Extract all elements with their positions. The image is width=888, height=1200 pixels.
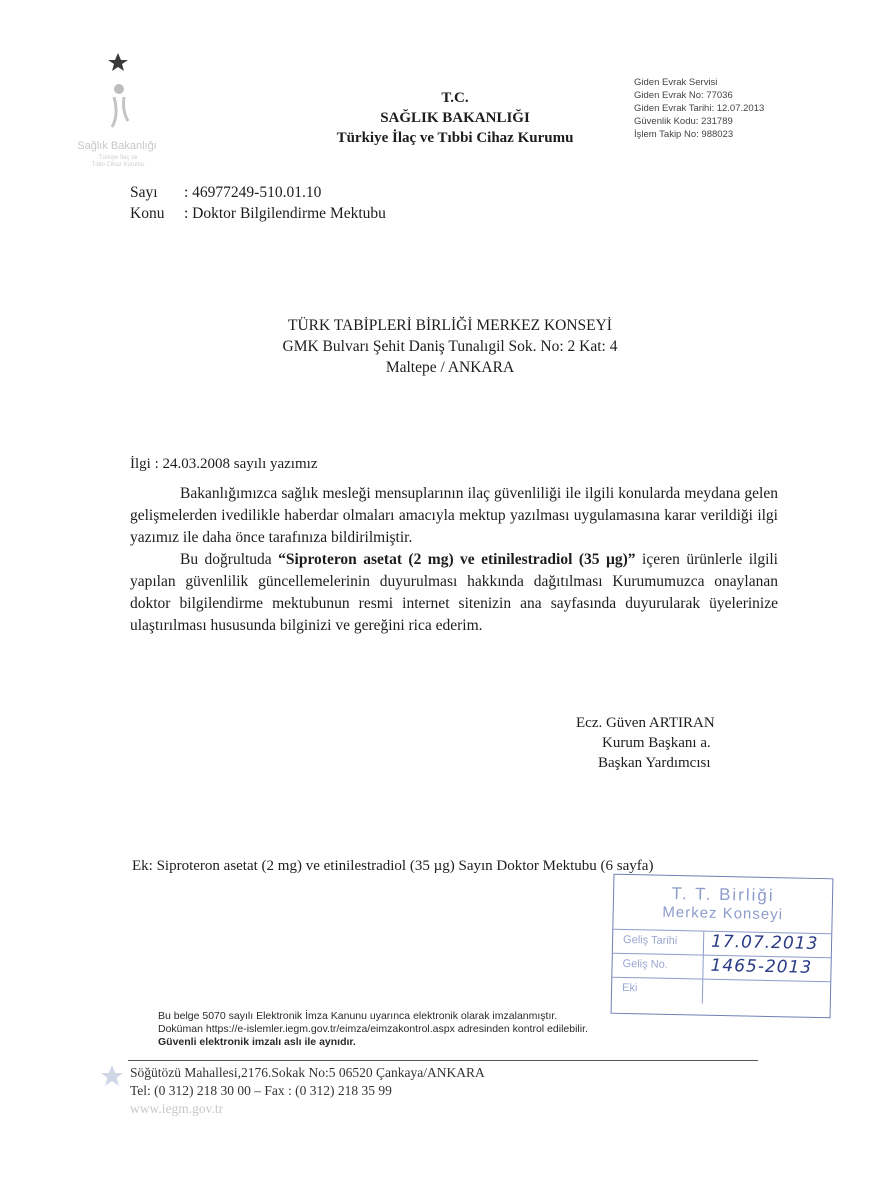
stamp-subtitle: Merkez Konseyi bbox=[662, 903, 784, 924]
signature-block bbox=[576, 713, 715, 773]
stamp-date-label: Geliş Tarihi bbox=[622, 933, 678, 948]
meta-line: Giden Evrak Tarihi: 12.07.2013 bbox=[634, 103, 765, 114]
header-tc: T.C. bbox=[441, 90, 469, 106]
meta-line: Giden Evrak Servisi bbox=[634, 77, 718, 88]
stamp-number-label: Geliş No. bbox=[622, 957, 668, 971]
product-name: “Siproteron asetat (2 mg) ve etinilestradiol (35 µg)” bbox=[278, 551, 636, 568]
sayi-value: : 46977249-510.01.10 bbox=[184, 184, 322, 201]
ilgi-line: İlgi : 24.03.2008 sayılı yazımız bbox=[130, 456, 318, 472]
document-metadata bbox=[634, 76, 764, 141]
signer-name: Ecz. Güven ARTIRAN bbox=[576, 715, 715, 731]
header-agency: Türkiye İlaç ve Tıbbi Cihaz Kurumu bbox=[336, 130, 574, 146]
recipient-address bbox=[200, 315, 700, 378]
footer-divider bbox=[128, 1060, 758, 1061]
esign-line-1: Bu belge 5070 sayılı Elektronik İmza Kanunu uyarınca elektronik olarak imzalanmıştır. bbox=[158, 1010, 558, 1022]
meta-line: İşlem Takip No: 988023 bbox=[634, 129, 734, 140]
footer-phone: Tel: (0 312) 218 30 00 – Fax : (0 312) 218 35 99 bbox=[130, 1083, 392, 1098]
e-signature-note bbox=[158, 1010, 588, 1049]
body-paragraph-1: Bakanlığımızca sağlık mesleği mensuplarının ilaç güvenliliği ile ilgili konularda meydana gelen gelişmelerden ivedilikle haberdar olmaları amacıyla mektup yazılması uygulamasına karar verildiği ilgi yazımız ile daha önce tarafınıza bildirilmiştir. bbox=[130, 485, 778, 546]
received-stamp bbox=[611, 874, 834, 1019]
stamp-number-value: 1465-2013 bbox=[710, 955, 813, 978]
star-icon bbox=[100, 1064, 124, 1088]
esign-line-3: Güvenli elektronik imzalı aslı ile aynıdır. bbox=[158, 1036, 356, 1048]
reference-block bbox=[130, 182, 386, 224]
stamp-title: T. T. Birliği bbox=[671, 883, 775, 906]
footer-address: Söğütözü Mahallesi,2176.Sokak No:5 06520 Çankaya/ANKARA bbox=[130, 1065, 485, 1080]
signer-title: Kurum Başkanı a. bbox=[602, 735, 711, 751]
konu-value: : Doktor Bilgilendirme Mektubu bbox=[184, 205, 386, 222]
meta-line: Giden Evrak No: 77036 bbox=[634, 90, 733, 101]
esign-line-2: Doküman https://e-islemler.iegm.gov.tr/eimza/eimzakontrol.aspx adresinden kontrol edilebilir. bbox=[158, 1023, 588, 1035]
stamp-attachment-label: Eki bbox=[621, 981, 638, 995]
sayi-label: Sayı bbox=[130, 184, 158, 201]
logo-subtitle: Türkiye İlaç ve Tıbbi Cihaz Kurumu bbox=[91, 155, 145, 168]
signer-title-2: Başkan Yardımcısı bbox=[598, 755, 711, 771]
logo-name: Sağlık Bakanlığı bbox=[77, 140, 157, 152]
header-ministry: SAĞLIK BAKANLIĞI bbox=[380, 110, 530, 126]
recipient-city: Maltepe / ANKARA bbox=[385, 359, 515, 376]
stamp-date-value: 17.07.2013 bbox=[710, 931, 819, 955]
footer bbox=[130, 1064, 485, 1118]
footer-website: www.iegm.gov.tr bbox=[130, 1101, 224, 1116]
recipient-street: GMK Bulvarı Şehit Daniş Tunalıgil Sok. No: 2 Kat: 4 bbox=[282, 338, 618, 355]
konu-label: Konu bbox=[130, 205, 165, 222]
letter-body bbox=[130, 483, 778, 637]
recipient-name: TÜRK TABİPLERİ BİRLİĞİ MERKEZ KONSEYİ bbox=[288, 317, 612, 334]
attachment-line: Ek: Siproteron asetat (2 mg) ve etinilestradiol (35 µg) Sayın Doktor Mektubu (6 sayfa) bbox=[132, 858, 654, 874]
meta-line: Güvenlik Kodu: 231789 bbox=[634, 116, 733, 127]
letterhead bbox=[300, 88, 610, 148]
body-paragraph-2: Bu doğrultuda “Siproteron asetat (2 mg) ve etinilestradiol (35 µg)” içeren ürünlerle ilgili yapılan güvenlilik güncellemelerinin duyurulması hakkında dağıtılması Kurumumuzca onaylanan doktor bilgilendirme mektubunun resmi internet sitenizin ana sayfasında duyurularak üyelerinize ulaştırılması hususunda bilginizi ve gereğini rica ederim. bbox=[130, 551, 778, 634]
